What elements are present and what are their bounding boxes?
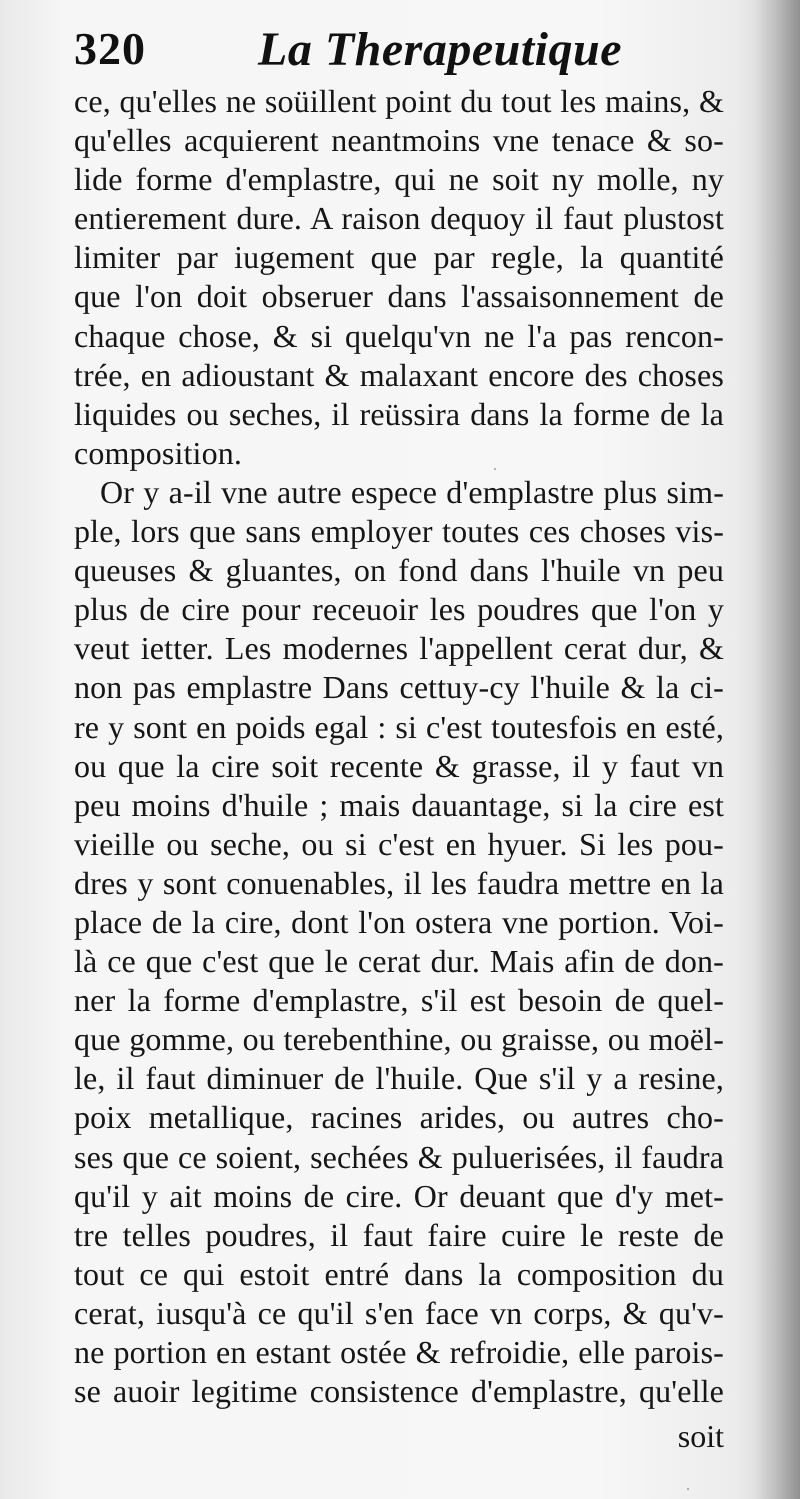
text-line: ple, lors que sans employer toutes ces choses vis-: [74, 513, 724, 550]
text-line: le, il faut diminuer de l'huile. Que s'il y a resine,: [74, 1060, 724, 1097]
text-line: entierement dure. A raison dequoy il faut plustost: [74, 200, 724, 237]
text-line: poix metallique, racines arides, ou autres cho-: [74, 1099, 724, 1136]
text-line: trée, en adioustant & malaxant encore des choses: [74, 356, 724, 393]
text-line: ner la forme d'emplastre, s'il est besoin de quel-: [74, 982, 724, 1019]
main-text: [74, 82, 724, 1411]
text-line: tout ce qui estoit entré dans la composition du: [74, 1255, 724, 1292]
text-line: peu moins d'huile ; mais dauantage, si la cire est: [74, 786, 724, 823]
catchword: [678, 1418, 724, 1455]
text-line: composition.: [74, 434, 243, 471]
running-title: La Therapeutique: [258, 23, 622, 76]
text-line: place de la cire, dont l'on ostera vne portion. Voi-: [74, 903, 724, 940]
text-line: non pas emplastre Dans cettuy-cy l'huile & la ci-: [74, 669, 724, 706]
text-line: liquides ou seches, il reüssira dans la forme de la: [74, 395, 724, 432]
text-line: se auoir legitime consistence d'emplastre, qu'elle: [74, 1373, 724, 1410]
text-line: limiter par iugement que par regle, la quantité: [74, 239, 724, 276]
text-line: qu'elles acquierent neantmoins vne tenace & so-: [74, 122, 724, 159]
text-line: dres y sont conuenables, il les faudra mettre en la: [74, 864, 724, 901]
text-line: ses que ce soient, sechées & puluerisées, il faudra: [74, 1138, 724, 1175]
catchword-text: soit: [677, 1418, 724, 1454]
page-number: 320: [74, 23, 146, 74]
text-line: ou que la cire soit recente & grasse, il y faut vn: [74, 747, 724, 784]
text-line: que gomme, ou terebenthine, ou graisse, ou moël-: [74, 1021, 724, 1058]
text-line: veut ietter. Les modernes l'appellent cerat dur, &: [74, 630, 724, 667]
page-header: [74, 16, 724, 80]
page-gutter-shadow: [754, 0, 800, 1499]
text-line: re y sont en poids egal : si c'est toutesfois en esté,: [74, 708, 724, 745]
paper-speck: [687, 1488, 689, 1490]
text-line: tre telles poudres, il faut faire cuire le reste de: [74, 1216, 724, 1253]
text-line: que l'on doit obseruer dans l'assaisonnement de: [74, 278, 724, 315]
text-line: là ce que c'est que le cerat dur. Mais afin de don-: [74, 943, 724, 980]
text-line: qu'il y ait moins de cire. Or deuant que d'y met-: [74, 1177, 724, 1214]
text-line: ne portion en estant ostée & refroidie, elle parois-: [74, 1334, 724, 1370]
text-line: lide forme d'emplastre, qui ne soit ny molle, ny: [74, 161, 724, 198]
text-line: plus de cire pour receuoir les poudres que l'on y: [74, 591, 724, 628]
paper-speck: [494, 468, 496, 470]
text-line: queuses & gluantes, on fond dans l'huile vn peu: [74, 552, 724, 589]
text-line: Or y a-il vne autre espece d'emplastre plus sim-: [100, 473, 724, 510]
text-line: vieille ou seche, ou si c'est en hyuer. Si les pou-: [74, 825, 724, 862]
text-line: ce, qu'elles ne soüillent point du tout les mains, &: [74, 83, 724, 119]
text-line: chaque chose, & si quelqu'vn ne l'a pas rencon-: [74, 317, 724, 354]
text-line: cerat, iusqu'à ce qu'il s'en face vn corps, & qu'v-: [74, 1294, 724, 1331]
